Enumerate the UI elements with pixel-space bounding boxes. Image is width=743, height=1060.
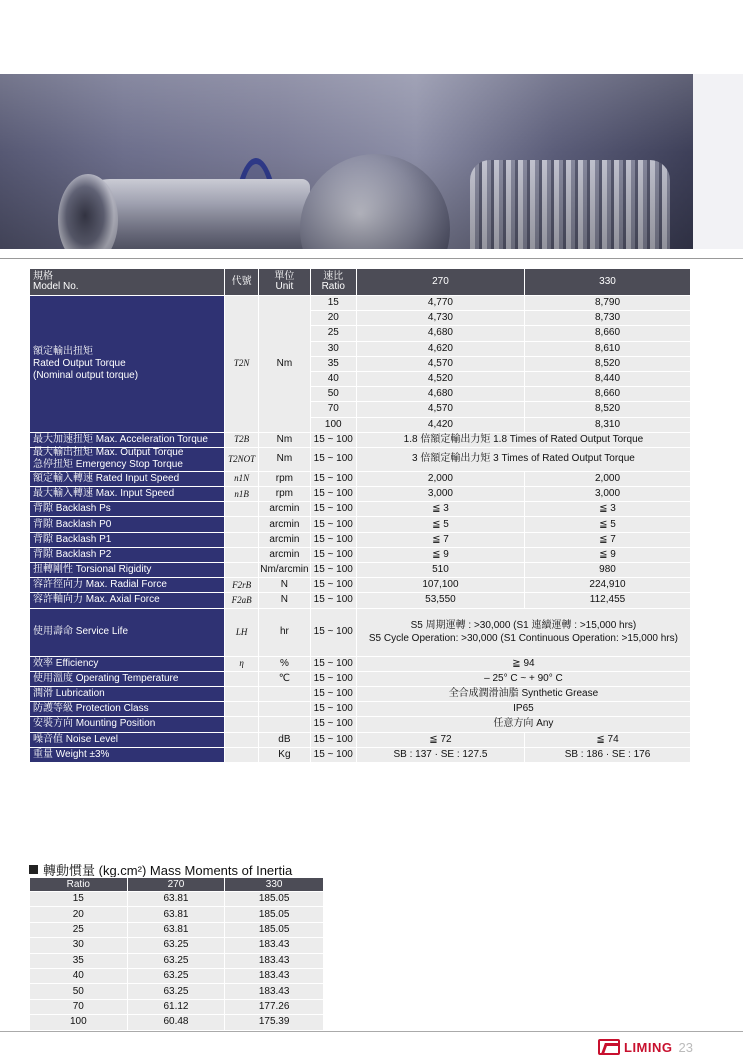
footer-logo: LIMING 23	[598, 1038, 693, 1056]
product-banner-image	[0, 74, 693, 249]
inertia-row: 100 60.48 175.39	[30, 1015, 324, 1030]
mounting-row: 安裝方向 Mounting Position 15 ~ 100 任意方向 Any	[30, 717, 691, 732]
rated-torque-row: 25 4,680 8,660	[30, 326, 691, 341]
spec-header-row: 規格 Model No. 代號 單位 Unit 速比 Ratio 270 330	[30, 269, 691, 296]
rated-torque-row: 70 4,570 8,520	[30, 402, 691, 417]
accel-torque-row: 最大加速扭矩 Max. Acceleration Torque T2B Nm 15 ~ 100 1.8 倍額定輸出力矩 1.8 Times of Rated Output Torque	[30, 432, 691, 447]
backlash-p2-row: 背隙 Backlash P2 arcmin 15 ~ 100 ≦ 9 ≦ 9	[30, 547, 691, 562]
inertia-row: 70 61.12 177.26	[30, 999, 324, 1014]
footer-divider	[0, 1031, 743, 1032]
rated-torque-label: 額定輸出扭矩 Rated Output Torque (Nominal output torque)	[30, 296, 225, 433]
divider	[0, 258, 743, 259]
inertia-row: 20 63.81 185.05	[30, 907, 324, 922]
backlash-p1-row: 背隙 Backlash P1 arcmin 15 ~ 100 ≦ 7 ≦ 7	[30, 532, 691, 547]
rated-torque-row: 20 4,730 8,730	[30, 311, 691, 326]
weight-row: 重量 Weight ±3% Kg 15 ~ 100 SB : 137 · SE : 127.5 SB : 186 · SE : 176	[30, 747, 691, 762]
service-life-row: 使用壽命 Service Life LH hr 15 ~ 100 S5 周期運轉 : >30,000 (S1 連續運轉 : >15,000 hrs) S5 Cycle Operation: >30,000 (S1 Continuous Operation: >15,000 hrs)	[30, 608, 691, 656]
axial-force-row: 容許軸向力 Max. Axial Force F2aB N 15 ~ 100 53,550 112,455	[30, 593, 691, 608]
inertia-row: 35 63.25 183.43	[30, 953, 324, 968]
inertia-row: 40 63.25 183.43	[30, 968, 324, 983]
square-bullet-icon	[29, 865, 38, 874]
rigidity-row: 扭轉剛性 Torsional Rigidity Nm/arcmin 15 ~ 100 510 980	[30, 563, 691, 578]
emergency-torque-row: 最大輸出扭矩 Max. Output Torque 急停扭矩 Emergency Stop Torque T2NOT Nm 15 ~ 100 3 倍額定輸出力矩 3 Times of Rated Output Torque	[30, 447, 691, 471]
rated-torque-row: 35 4,570 8,520	[30, 356, 691, 371]
rated-torque-row: 40 4,520 8,440	[30, 371, 691, 386]
inertia-row: 25 63.81 185.05	[30, 922, 324, 937]
rated-torque-row: 額定輸出扭矩 Rated Output Torque (Nominal output torque) T2N Nm 15 4,770 8,790	[30, 296, 691, 311]
efficiency-row: 效率 Efficiency η % 15 ~ 100 ≧ 94	[30, 656, 691, 671]
liming-logo-icon	[598, 1039, 620, 1055]
backlash-ps-row: 背隙 Backlash Ps arcmin 15 ~ 100 ≦ 3 ≦ 3	[30, 502, 691, 517]
rated-torque-row: 100 4,420 8,310	[30, 417, 691, 432]
rated-torque-row: 30 4,620 8,610	[30, 341, 691, 356]
noise-row: 噪音值 Noise Level dB 15 ~ 100 ≦ 72 ≦ 74	[30, 732, 691, 747]
rated-speed-row: 額定輸入轉速 Rated Input Speed n1N rpm 15 ~ 100 2,000 2,000	[30, 471, 691, 486]
backlash-p0-row: 背隙 Backlash P0 arcmin 15 ~ 100 ≦ 5 ≦ 5	[30, 517, 691, 532]
protection-row: 防護等級 Protection Class 15 ~ 100 IP65	[30, 702, 691, 717]
inertia-title: 轉動慣量 (kg.cm²) Mass Moments of Inertia	[29, 860, 292, 879]
inertia-row: 50 63.25 183.43	[30, 984, 324, 999]
spec-table	[29, 268, 691, 763]
lubrication-row: 潤滑 Lubrication 15 ~ 100 全合成潤滑油脂 Synthetic Grease	[30, 686, 691, 701]
inertia-row: 30 63.25 183.43	[30, 938, 324, 953]
inertia-row: 15 63.81 185.05	[30, 892, 324, 907]
temperature-row: 使用溫度 Operating Temperature ℃ 15 ~ 100 – 25° C ~ + 90° C	[30, 671, 691, 686]
inertia-table	[29, 877, 324, 1031]
max-speed-row: 最大輸入轉速 Max. Input Speed n1B rpm 15 ~ 100 3,000 3,000	[30, 487, 691, 502]
inertia-header-row: Ratio 270 330	[30, 878, 324, 892]
page-number: 23	[678, 1039, 693, 1055]
rated-torque-row: 50 4,680 8,660	[30, 387, 691, 402]
radial-force-row: 容許徑向力 Max. Radial Force F2rB N 15 ~ 100 107,100 224,910	[30, 578, 691, 593]
